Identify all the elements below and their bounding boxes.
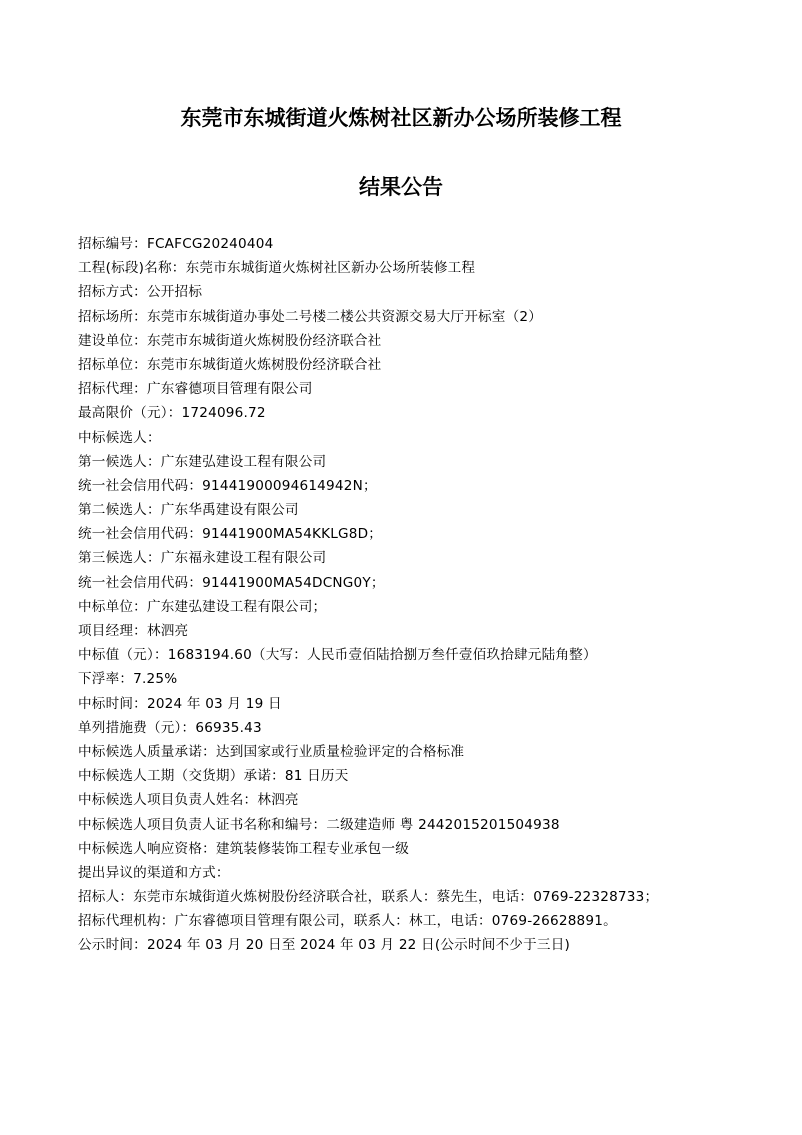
notice-line: 中标候选人项目负责人姓名：林泗亮 xyxy=(78,792,299,809)
notice-line: 招标编号：FCAFCG20240404 xyxy=(78,236,274,252)
notice-body xyxy=(78,232,798,958)
notice-line: 中标值（元）：1683194.60（大写：人民币壹佰陆拾捌万叁仟壹佰玖拾肆元陆角整） xyxy=(78,647,597,664)
notice-line: 招标单位：东莞市东城街道火炼树股份经济联合社 xyxy=(78,356,382,373)
document-title: 东莞市东城街道火炼树社区新办公场所装修工程 xyxy=(180,106,622,130)
notice-line: 中标时间：2024 年 03 月 19 日 xyxy=(78,695,282,712)
notice-line: 招标人：东莞市东城街道火炼树股份经济联合社，联系人：蔡先生，电话：0769-22328733； xyxy=(78,889,659,906)
notice-line: 中标单位：广东建弘建设工程有限公司； xyxy=(78,598,327,615)
notice-line: 工程(标段)名称：东莞市东城街道火炼树社区新办公场所装修工程 xyxy=(78,260,476,277)
notice-line: 第二候选人：广东华禹建设有限公司 xyxy=(78,502,299,519)
notice-line: 中标候选人响应资格：建筑装修装饰工程专业承包一级 xyxy=(78,840,410,857)
notice-line: 统一社会信用代码：91441900094614942N； xyxy=(78,477,377,494)
notice-line: 招标代理：广东睿德项目管理有限公司 xyxy=(78,381,313,398)
notice-line: 第三候选人：广东福永建设工程有限公司 xyxy=(78,550,327,567)
notice-line: 中标候选人： xyxy=(78,429,161,446)
notice-line: 第一候选人：广东建弘建设工程有限公司 xyxy=(78,453,327,470)
notice-line: 单列措施费（元）：66935.43 xyxy=(78,719,262,736)
notice-line: 中标候选人质量承诺：达到国家或行业质量检验评定的合格标准 xyxy=(78,743,465,760)
notice-line: 统一社会信用代码：91441900MA54KKLG8D； xyxy=(78,526,383,543)
notice-line: 最高限价（元）：1724096.72 xyxy=(78,405,266,422)
notice-line: 招标场所：东莞市东城街道办事处二号楼二楼公共资源交易大厅开标室（2） xyxy=(78,308,543,325)
notice-line: 中标候选人项目负责人证书名称和编号：二级建造师 粤 2442015201504938 xyxy=(78,816,560,833)
notice-line: 招标代理机构：广东睿德项目管理有限公司，联系人：林工，电话：0769-26628891。 xyxy=(78,913,617,930)
notice-line: 统一社会信用代码：91441900MA54DCNG0Y； xyxy=(78,574,385,591)
notice-line: 公示时间：2024 年 03 月 20 日至 2024 年 03 月 22 日(公示时间不少于三日) xyxy=(78,937,570,954)
notice-line: 中标候选人工期（交货期）承诺：81 日历天 xyxy=(78,768,349,785)
document-subtitle: 结果公告 xyxy=(359,175,443,199)
notice-line: 下浮率：7.25% xyxy=(78,671,178,688)
notice-line: 项目经理：林泗亮 xyxy=(78,623,189,639)
notice-line: 招标方式：公开招标 xyxy=(78,284,203,301)
notice-line: 提出异议的渠道和方式： xyxy=(78,864,230,881)
notice-line: 建设单位：东莞市东城街道火炼树股份经济联合社 xyxy=(78,332,382,349)
